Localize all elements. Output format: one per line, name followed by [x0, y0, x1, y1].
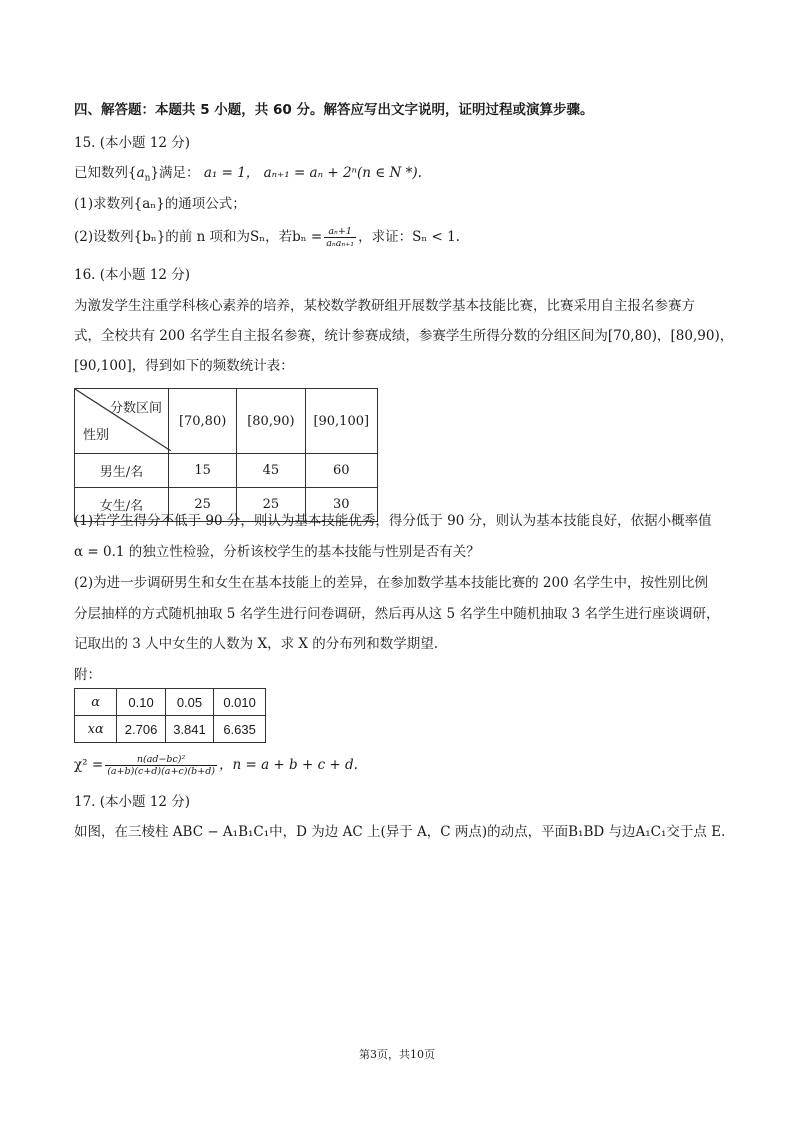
- q15-part2: [74, 226, 460, 249]
- table-row: [75, 689, 266, 716]
- q15-given-mid: }满足：: [150, 165, 200, 181]
- row-label: α: [75, 689, 117, 716]
- row-label: 女生/名: [75, 488, 169, 522]
- q16-title: 16. (本小题 12 分): [74, 267, 191, 283]
- table-cell: 0.05: [165, 689, 213, 716]
- table-cell: 25: [237, 488, 305, 522]
- critical-value-table: [74, 688, 266, 743]
- chi-square-formula: [74, 754, 358, 777]
- page-footer: 第3页，共10页: [359, 1048, 435, 1061]
- table-cell: 15: [169, 454, 237, 488]
- table-cell: 0.010: [214, 689, 266, 716]
- table-cell: 30: [305, 488, 377, 522]
- q16-part1-line2: α = 0.1 的独立性检验，分析该校学生的基本技能与性别是否有关？: [74, 544, 480, 560]
- q16-intro-line3: [90,100]，得到如下的频数统计表：: [74, 358, 294, 374]
- corner-bottom-label: 性别: [83, 428, 110, 443]
- corner-top-label: 分数区间: [109, 401, 162, 416]
- table-row: [75, 454, 378, 488]
- q16-part2-line3: 记取出的 3 人中女生的人数为 X，求 X 的分布列和数学期望.: [74, 636, 439, 652]
- table-row: [75, 716, 266, 743]
- table-cell: 6.635: [214, 716, 266, 743]
- q15-fraction: $\frac{\text{aₙ+1}}{\text{aₙaₙ₊₁}}$: [326, 226, 355, 249]
- q15-given-eq1: a₁ = 1，: [203, 165, 260, 181]
- table-corner-cell: [75, 389, 169, 454]
- table-cell: 45: [237, 454, 305, 488]
- section-header: 四、解答题：本题共 5 小题，共 60 分。解答应写出文字说明，证明过程或演算步骤。: [74, 102, 594, 118]
- column-header: [80,90): [237, 389, 305, 454]
- q15-given-prefix: 已知数列{: [74, 165, 137, 181]
- table-cell: 0.10: [117, 689, 165, 716]
- column-header: [90,100]: [305, 389, 377, 454]
- q15-given-eq2: aₙ₊₁ = aₙ + 2ⁿ(n ∈ N *).: [263, 165, 422, 181]
- chi-fraction: $\frac{\text{n(ad−bc)²}}{(a+b)(c+d)(a+c)(b+d)}$: [107, 754, 215, 777]
- table-cell: 60: [305, 454, 377, 488]
- q16-intro-line2: 式，全校共有 200 名学生自主报名参赛，统计参赛成绩，参赛学生所得分数的分组区间为[70,80)，[80,90)，: [74, 328, 734, 344]
- row-label: 男生/名: [75, 454, 169, 488]
- appendix-label: 附：: [74, 667, 101, 683]
- table-cell: 25: [169, 488, 237, 522]
- q17-title: 17. (本小题 12 分): [74, 794, 191, 810]
- q16-part2-line1: (2)为进一步调研男生和女生在基本技能上的差异，在参加数学基本技能比赛的 200 名学生中，按性别比例: [74, 575, 708, 591]
- q16-part2-line2: 分层抽样的方式随机抽取 5 名学生进行问卷调研，然后再从这 5 名学生中随机抽取 3 名学生进行座谈调研，: [74, 606, 720, 622]
- column-header: [70,80): [169, 389, 237, 454]
- q15-part1: (1)求数列{aₙ}的通项公式；: [74, 196, 246, 212]
- frequency-table: [74, 388, 378, 522]
- chi-suffix: ，n = a + b + c + d.: [219, 757, 358, 773]
- q17-text: 如图，在三棱柱 ABC − A₁B₁C₁中，D 为边 AC 上(异于 A，C 两点)的动点，平面B₁BD 与边A₁C₁交于点 E.: [74, 824, 726, 840]
- table-cell: 2.706: [117, 716, 165, 743]
- q15-title: 15. (本小题 12 分): [74, 135, 191, 151]
- q16-part1-line1: (1)若学生得分不低于 90 分，则认为基本技能优秀，得分低于 90 分，则认为基本技能良好，依据小概率值: [74, 513, 712, 529]
- q15-part2-prefix: (2)设数列{bₙ}的前 n 项和为Sₙ，若bₙ =: [74, 229, 323, 245]
- chi-prefix: χ² =: [74, 757, 104, 773]
- q16-intro-line1: 为激发学生注重学科核心素养的培养，某校数学教研组开展数学基本技能比赛，比赛采用自主报名参赛方: [74, 298, 695, 314]
- q15-part2-suffix: ，求证：Sₙ < 1.: [358, 229, 460, 245]
- q15-given: 已知数列$\{a_n\}$满足： a₁ = 1， aₙ₊₁ = aₙ + 2ⁿ(n ∈ N *).: [74, 165, 422, 184]
- table-cell: 3.841: [165, 716, 213, 743]
- row-label: xα: [75, 716, 117, 743]
